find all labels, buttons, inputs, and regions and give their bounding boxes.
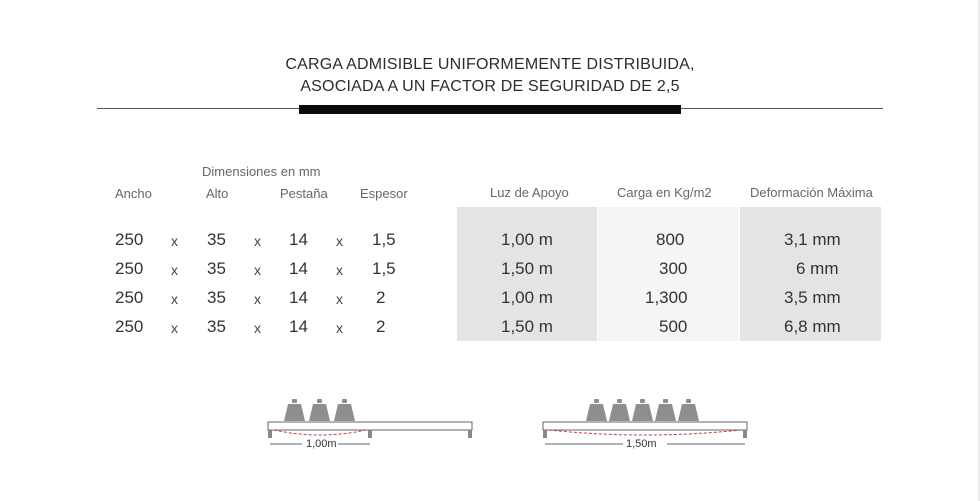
luz-cell: 1,00 m [501,288,553,307]
alto-cell: 35 [207,317,226,336]
deflection-curve [274,430,366,435]
luz-cell: 1,50 m [501,259,553,278]
weight-icon [334,399,355,421]
title-underline-bar [299,105,681,114]
deformacion-cell: 3,5 mm [784,288,841,307]
times-sign: x [171,291,178,307]
carga-header: Carga en Kg/m2 [617,185,712,200]
span-label: 1,00m [306,438,337,450]
times-sign: x [336,291,343,307]
times-sign: x [171,262,178,278]
carga-cell: 1,300 [645,288,688,307]
times-sign: x [171,320,178,336]
times-sign: x [254,262,261,278]
support-middle [368,430,372,438]
espesor-cell: 2 [376,317,386,336]
ancho-cell: 250 [115,288,144,307]
span-label: 1,50m [626,438,657,450]
alto-cell: 35 [207,288,226,307]
support-right [468,430,472,438]
weight-icon [655,399,676,421]
weight-icon [678,399,699,421]
pestana-cell: 14 [289,317,308,336]
support-right [743,430,747,438]
luz-header: Luz de Apoyo [490,185,569,200]
espesor-cell: 2 [376,288,386,307]
luz-cell: 1,00 m [501,230,553,249]
pestana-cell: 14 [289,288,308,307]
dimensions-header: Dimensiones en mm [202,164,321,179]
title-line-2: ASOCIADA A UN FACTOR DE SEGURIDAD DE 2,5 [300,78,680,95]
pestana-cell: 14 [289,230,308,249]
deformacion-header: Deformación Máxima [750,185,873,200]
weight-icon [632,399,653,421]
weight-icon [609,399,630,421]
weight-icon [586,399,607,421]
pestana-cell: 14 [289,259,308,278]
ancho-cell: 250 [115,259,144,278]
weight-icon [309,399,330,421]
deformacion-cell: 3,1 mm [784,230,841,249]
weights-group [586,399,699,421]
load-beam-illustration [264,396,476,456]
weight-icon [284,399,305,421]
weights-group [284,399,355,421]
alto-cell: 35 [207,259,226,278]
times-sign: x [254,291,261,307]
alto-header: Alto [206,186,229,201]
ancho-cell: 250 [115,230,144,249]
span-diagram-1-5m [539,396,751,456]
carga-cell: 300 [659,259,688,278]
beam [543,422,747,430]
espesor-header: Espesor [360,186,408,201]
carga-cell: 500 [659,317,688,336]
beam [268,422,472,430]
times-sign: x [254,233,261,249]
times-sign: x [336,320,343,336]
deformacion-cell: 6 mm [796,259,839,278]
page-title [0,54,980,98]
espesor-cell: 1,5 [372,230,396,249]
alto-cell: 35 [207,230,226,249]
support-left [543,430,547,438]
carga-cell: 800 [656,230,685,249]
times-sign: x [171,233,178,249]
luz-cell: 1,50 m [501,317,553,336]
pestana-header: Pestaña [280,186,328,201]
deformacion-cell: 6,8 mm [784,317,841,336]
times-sign: x [336,233,343,249]
title-line-1: CARGA ADMISIBLE UNIFORMEMENTE DISTRIBUIDA, [285,56,695,73]
support-left [268,430,272,438]
ancho-header: Ancho [115,186,152,201]
times-sign: x [254,320,261,336]
ancho-cell: 250 [115,317,144,336]
deflection-curve [549,430,741,435]
span-diagram-1m [264,396,476,456]
times-sign: x [336,262,343,278]
espesor-cell: 1,5 [372,259,396,278]
